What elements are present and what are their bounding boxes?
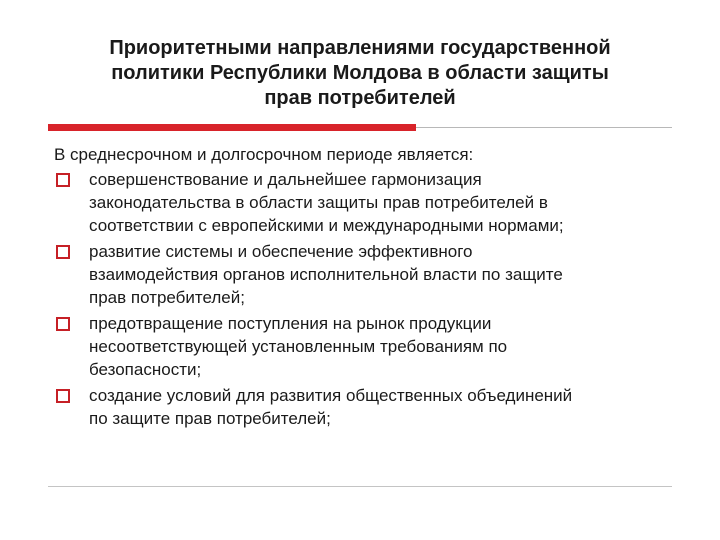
- hollow-square-bullet-icon: [56, 173, 70, 187]
- bullet-text-line: несоответствующей установленным требованиям по: [89, 337, 508, 356]
- bullet-text-line: создание условий для развития общественных объединений: [89, 386, 573, 405]
- bullet-item: [54, 168, 694, 237]
- bullet-item: [54, 384, 694, 430]
- hollow-square-bullet-icon: [56, 245, 70, 259]
- slide-title: [40, 36, 680, 111]
- bullet-item: [54, 312, 694, 381]
- slide-title-line: Приоритетными направлениями государственной: [109, 37, 611, 59]
- bullet-text-line: предотвращение поступления на рынок продукции: [89, 314, 492, 333]
- bullet-text-line: соответствии с европейскими и международными нормами;: [89, 216, 564, 235]
- footer-divider-line: [48, 486, 672, 487]
- bullet-text-line: законодательства в области защиты прав потребителей в: [89, 193, 548, 212]
- hollow-square-bullet-icon: [56, 389, 70, 403]
- bullet-list: [54, 168, 694, 430]
- bullet-text-line: взаимодействия органов исполнительной власти по защите: [89, 265, 563, 284]
- bullet-text-line: безопасности;: [89, 360, 202, 379]
- slide-title-line: прав потребителей: [264, 87, 456, 109]
- bullet-item: [54, 240, 694, 309]
- slide-title-line: политики Республики Молдова в области защиты: [111, 62, 609, 84]
- bullet-text-line: совершенствование и дальнейшее гармонизация: [89, 170, 482, 189]
- title-divider-line: [416, 127, 672, 128]
- bullet-text-line: по защите прав потребителей;: [89, 409, 331, 428]
- title-accent-bar: [48, 124, 416, 131]
- hollow-square-bullet-icon: [56, 317, 70, 331]
- intro-text: В среднесрочном и долгосрочном периоде является:: [54, 145, 474, 164]
- slide-body: [54, 143, 694, 433]
- bullet-text-line: развитие системы и обеспечение эффективного: [89, 242, 473, 261]
- bullet-text-line: прав потребителей;: [89, 288, 245, 307]
